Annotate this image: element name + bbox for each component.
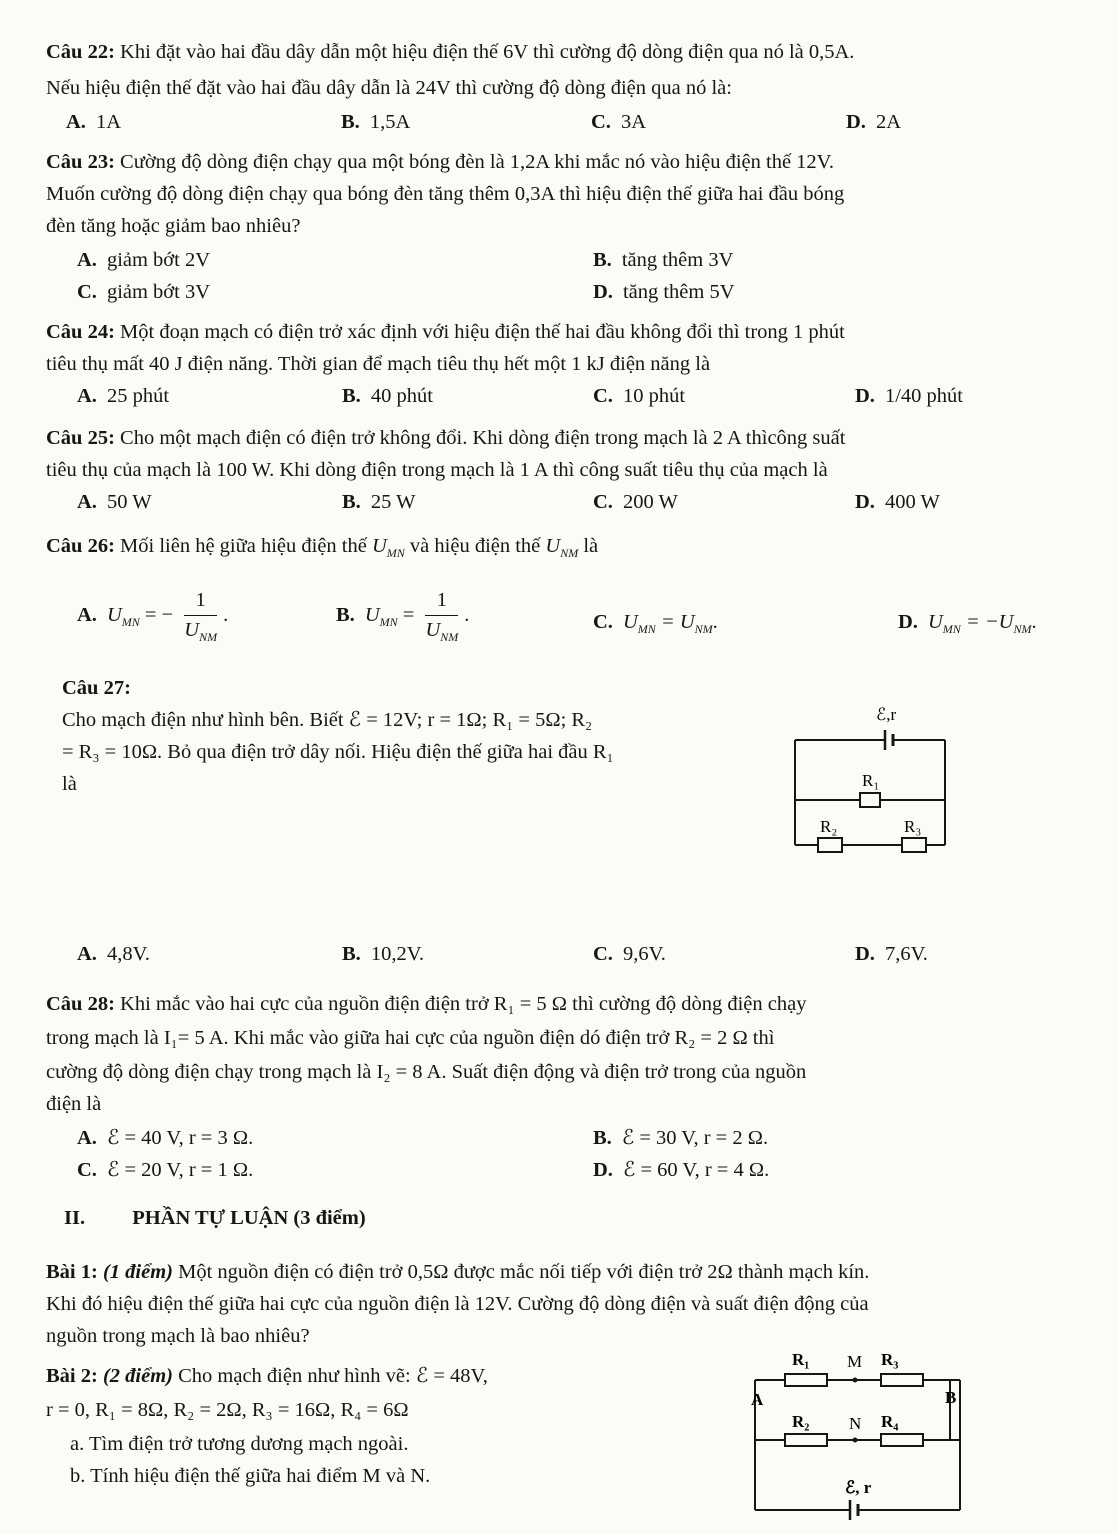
bai1-label: Bài 1: bbox=[46, 1261, 98, 1283]
q26-option-b[interactable]: B. $U_{MN}$ = $\frac{1}{U_{NM}}$ . bbox=[336, 589, 470, 644]
q22-option-b[interactable]: B. 1,5A bbox=[341, 111, 411, 133]
q24-line2: tiêu thụ mất 40 J điện năng. Thời gian để mạch tiêu thụ hết một 1 kJ điện năng là bbox=[46, 353, 711, 375]
q27-fig-source-label: ℰ,r bbox=[876, 705, 897, 724]
bai2-text1: Cho mạch điện như hình vẽ: ℰ = 48V, bbox=[178, 1365, 488, 1387]
q26-line1: Câu 26: Mối liên hệ giữa hiệu điện thế $U_{MN}$ và hiệu điện thế $U_{NM}$ là bbox=[46, 535, 599, 561]
q27-line1: Cho mạch điện như hình bên. Biết ℰ = 12V; r = 1Ω; R₁ = 5Ω; R₂ bbox=[62, 709, 593, 731]
q28-option-d[interactable]: D. ℰ = 60 V, r = 4 Ω. bbox=[593, 1159, 770, 1181]
q23-line3: đèn tăng hoặc giảm bao nhiêu? bbox=[46, 215, 301, 237]
q23-option-d[interactable]: D. tăng thêm 5V bbox=[593, 281, 735, 303]
bai2-line1 bbox=[46, 1364, 488, 1389]
q26-u-mn: $U_{MN}$ bbox=[371, 535, 405, 561]
q27-line3: là bbox=[62, 773, 77, 795]
bai1-line3: nguồn trong mạch là bao nhiêu? bbox=[46, 1325, 310, 1347]
q27-circuit-diagram bbox=[780, 700, 960, 865]
q23-line2: Muốn cường độ dòng điện chạy qua bóng đèn tăng thêm 0,3A thì hiệu điện thế giữa hai đầu bóng bbox=[46, 183, 845, 205]
bai2-circuit-diagram bbox=[745, 1345, 975, 1525]
q28-option-b[interactable]: B. ℰ = 30 V, r = 2 Ω. bbox=[593, 1127, 769, 1149]
q28-text1: Khi mắc vào hai cực của nguồn điện điện trở R₁ = 5 Ω thì cường độ dòng điện chạy bbox=[120, 993, 807, 1015]
q26-option-a[interactable]: A. $U_{MN}$ = − $\frac{1}{U_{NM}}$ . bbox=[77, 589, 229, 644]
section-2-heading bbox=[64, 1206, 366, 1231]
q28-line3: cường độ dòng điện chạy trong mạch là I₂ = 8 A. Suất điện động và điện trở trong của nguồn bbox=[46, 1061, 807, 1083]
bai2-fig-b-label: B bbox=[945, 1388, 957, 1407]
section-2-title: PHẦN TỰ LUẬN (3 điểm) bbox=[132, 1207, 366, 1229]
q26-option-d[interactable]: D. $U_{MN} = -U_{NM}$. bbox=[898, 611, 1037, 637]
q25-option-d[interactable]: D. 400 W bbox=[855, 491, 940, 513]
q23-text1: Cường độ dòng điện chạy qua một bóng đèn là 1,2A khi mắc nó vào hiệu điện thế 12V. bbox=[120, 151, 834, 173]
q26-option-a-fraction: $\frac{1}{U_{NM}}$ bbox=[184, 589, 218, 644]
bai2-fig-r2-label: R₂ bbox=[792, 1412, 810, 1431]
q24-option-c[interactable]: C. 10 phút bbox=[593, 385, 686, 407]
q27-fig-r1-label: R₁ bbox=[862, 771, 880, 790]
q27-option-a[interactable]: A. 4,8V. bbox=[77, 943, 150, 965]
q23-option-b[interactable]: B. tăng thêm 3V bbox=[593, 249, 734, 271]
bai2-fig-r1-label: R₁ bbox=[792, 1350, 810, 1369]
q23-option-c[interactable]: C. giảm bớt 3V bbox=[77, 281, 211, 303]
q27-line2: = R₃ = 10Ω. Bỏ qua điện trở dây nối. Hiệu điện thế giữa hai đầu R₁ bbox=[62, 741, 614, 763]
bai1-text1: Một nguồn điện có điện trở 0,5Ω được mắc nối tiếp với điện trở 2Ω thành mạch kín. bbox=[178, 1261, 870, 1283]
q22-option-d[interactable]: D. 2A bbox=[846, 111, 901, 133]
bai2-label: Bài 2: bbox=[46, 1365, 98, 1387]
q22-option-c[interactable]: C. 3A bbox=[591, 111, 646, 133]
q22-label: Câu 22: bbox=[46, 41, 115, 63]
section-2-number: II. bbox=[64, 1207, 86, 1229]
bai2-fig-m-label: M bbox=[847, 1352, 863, 1371]
bai2-points: (2 điểm) bbox=[102, 1365, 173, 1387]
bai2-line2: r = 0, R₁ = 8Ω, R₂ = 2Ω, R₃ = 16Ω, R₄ = 6Ω bbox=[46, 1399, 409, 1421]
bai2-fig-source-label: ℰ, r bbox=[845, 1478, 872, 1497]
q28-line2: trong mạch là I₁= 5 A. Khi mắc vào giữa hai cực của nguồn điện dó điện trở R₂ = 2 Ω thì bbox=[46, 1027, 775, 1049]
bai1-line2: Khi đó hiệu điện thế giữa hai cực của nguồn điện là 12V. Cường độ dòng điện và suất điện động của bbox=[46, 1293, 869, 1315]
q25-option-b[interactable]: B. 25 W bbox=[342, 491, 416, 513]
q27-option-d[interactable]: D. 7,6V. bbox=[855, 943, 928, 965]
q24-option-d[interactable]: D. 1/40 phút bbox=[855, 385, 963, 407]
q24-label: Câu 24: bbox=[46, 321, 115, 343]
q24-text1: Một đoạn mạch có điện trở xác định với hiệu điện thế hai đầu không đổi thì trong 1 phút bbox=[120, 321, 845, 343]
q27-option-b[interactable]: B. 10,2V. bbox=[342, 943, 424, 965]
q26-u-nm: $U_{NM}$ bbox=[545, 535, 579, 561]
q25-option-c[interactable]: C. 200 W bbox=[593, 491, 678, 513]
q28-line4: điện là bbox=[46, 1093, 102, 1115]
bai2-item-a: a. Tìm điện trở tương dương mạch ngoài. bbox=[70, 1433, 409, 1455]
q28-label: Câu 28: bbox=[46, 993, 115, 1015]
q22-line2: Nếu hiệu điện thế đặt vào hai đầu dây dẫn là 24V thì cường độ dòng điện qua nó là: bbox=[46, 77, 732, 99]
q24-option-a[interactable]: A. 25 phút bbox=[77, 385, 170, 407]
q22-text1: Khi đặt vào hai đầu dây dẫn một hiệu điện thế 6V thì cường độ dòng điện qua nó là 0,5A. bbox=[120, 41, 855, 63]
q24-line1 bbox=[46, 320, 845, 345]
q26-option-c[interactable]: C. $U_{MN} = U_{NM}$. bbox=[593, 611, 718, 637]
q23-label: Câu 23: bbox=[46, 151, 115, 173]
q28-line1 bbox=[46, 992, 806, 1017]
q24-option-b[interactable]: B. 40 phút bbox=[342, 385, 433, 407]
q25-label: Câu 25: bbox=[46, 427, 115, 449]
q25-line1 bbox=[46, 426, 845, 451]
q27-option-c[interactable]: C. 9,6V. bbox=[593, 943, 666, 965]
q22-line1 bbox=[46, 40, 854, 65]
bai2-item-b: b. Tính hiệu điện thế giữa hai điểm M và N. bbox=[70, 1465, 431, 1487]
q28-option-c[interactable]: C. ℰ = 20 V, r = 1 Ω. bbox=[77, 1159, 254, 1181]
q25-line2: tiêu thụ của mạch là 100 W. Khi dòng điện trong mạch là 1 A thì công suất tiêu thụ của mạch là bbox=[46, 459, 828, 481]
bai1-points: (1 điểm) bbox=[102, 1261, 173, 1283]
bai2-fig-r4-label: R₄ bbox=[881, 1412, 899, 1431]
q27-label: Câu 27: bbox=[62, 677, 131, 699]
q23-line1 bbox=[46, 150, 834, 175]
q26-option-b-fraction: $\frac{1}{U_{NM}}$ bbox=[425, 589, 459, 644]
q22-option-a[interactable]: A. 1A bbox=[66, 111, 121, 133]
q28-option-a[interactable]: A. ℰ = 40 V, r = 3 Ω. bbox=[77, 1127, 254, 1149]
q25-text1: Cho một mạch điện có điện trở không đổi. Khi dòng điện trong mạch là 2 A thìcông suất bbox=[120, 427, 846, 449]
q27-fig-r2-label: R₂ bbox=[820, 817, 838, 836]
bai1-line1 bbox=[46, 1260, 869, 1285]
q23-option-a[interactable]: A. giảm bớt 2V bbox=[77, 249, 211, 271]
q27-fig-r3-label: R₃ bbox=[904, 817, 922, 836]
q26-label: Câu 26: bbox=[46, 535, 115, 557]
bai2-fig-n-label: N bbox=[849, 1414, 862, 1433]
bai2-fig-a-label: A bbox=[751, 1390, 764, 1409]
q25-option-a[interactable]: A. 50 W bbox=[77, 491, 152, 513]
bai2-fig-r3-label: R₃ bbox=[881, 1350, 899, 1369]
